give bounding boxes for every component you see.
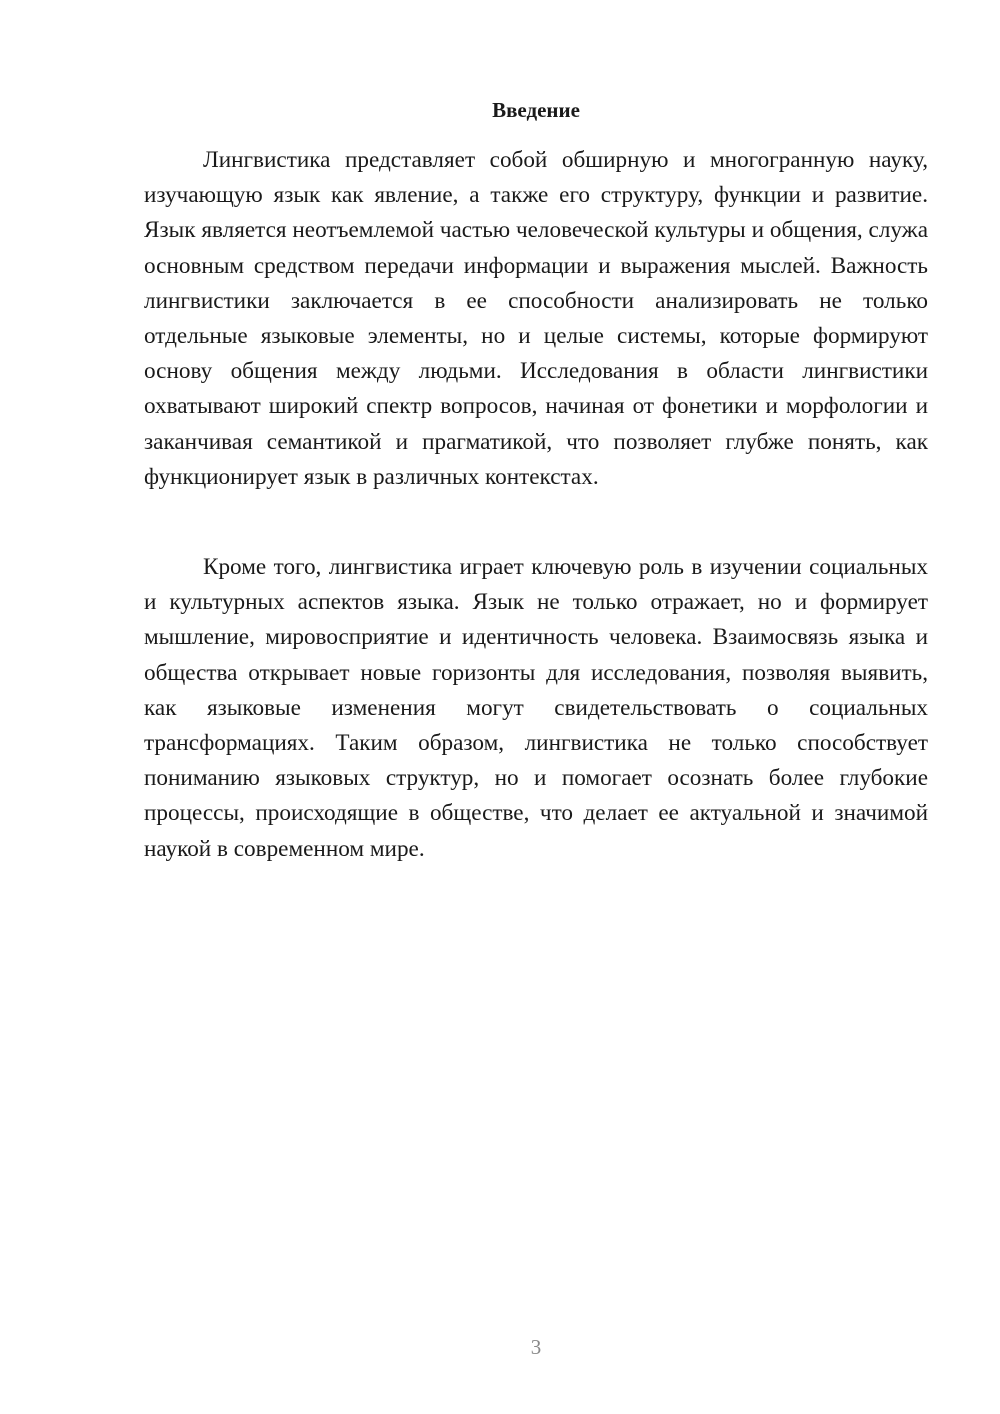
page-number: 3 (530, 1335, 542, 1359)
paragraph-intro: Лингвистика представляет собой обширную и многогранную науку, изучающую язык как явление, а также его структуру, функции и развитие. Язык является неотъемлемой частью человеческой культуры и общения, служа основным средством передачи информации и выражения мыслей. Важность лингвистики заключается в ее способности анализировать не только отдельные языковые элементы, но и целые системы, которые формируют основу общения между людьми. Исследования в области лингвистики охватывают широкий спектр вопросов, начиная от фонетики и морфологии и заканчивая семантикой и прагматикой, что позволяет глубже понять, как функционирует язык в различных контекстах. (144, 147, 928, 490)
page-title: Введение (492, 98, 580, 122)
paragraph-social-aspects: Кроме того, лингвистика играет ключевую роль в изучении социальных и культурных аспектов языка. Язык не только отражает, но и формирует мышление, мировосприятие и идентичность человека. Взаимосвязь языка и общества открывает новые горизонты для исследования, позволяя выявить, как языковые изменения могут свидетельствовать о социальных трансформациях. Таким образом, лингвистика не только способствует пониманию языковых структур, но и помогает осознать более глубокие процессы, происходящие в обществе, что делает ее актуальной и значимой наукой в современном мире. (144, 554, 928, 862)
